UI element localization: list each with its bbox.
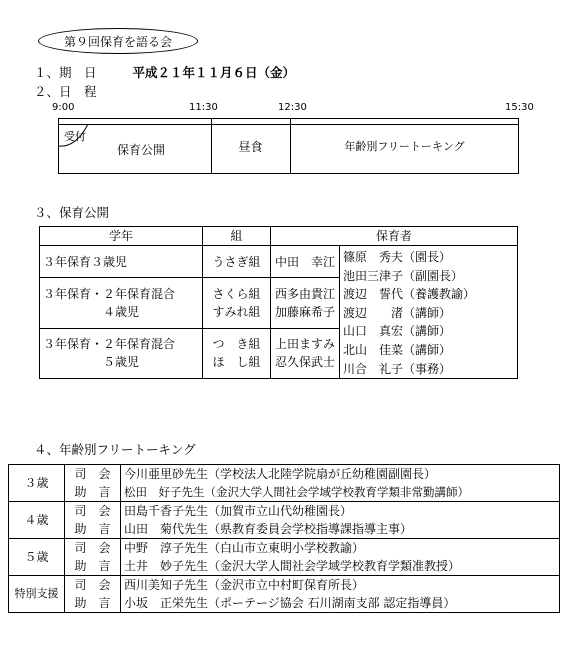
open-care-table [39, 226, 518, 379]
talk-roles [65, 576, 121, 613]
role-label: 司 会 [74, 467, 111, 481]
person-line: 今川亜里砂先生（学校法人北陸学院扇が丘幼稚園副園長） [124, 467, 437, 481]
staff-item: 渡辺 渚（講師） [343, 305, 452, 320]
talk-people [121, 576, 560, 613]
time-label: 15:30 [505, 102, 534, 113]
staff-item: 渡辺 誓代（養護教諭） [343, 287, 476, 302]
time-label: 9:00 [52, 102, 75, 113]
staff-item: 北山 佳菜（講師） [343, 342, 452, 357]
class-line: すみれ組 [212, 304, 261, 319]
role-label: 司 会 [74, 578, 111, 592]
talk-row [9, 539, 560, 576]
role-label: 助 言 [74, 596, 111, 610]
talk-row [9, 465, 560, 502]
talk-people [121, 465, 560, 502]
role-label: 助 言 [74, 522, 111, 536]
grade-cell: ３年保育３歳児 [40, 246, 203, 278]
class-cell [203, 328, 271, 378]
time-label: 12:30 [278, 102, 307, 113]
talk-roles [65, 539, 121, 576]
staff-item: 篠原 秀夫（園長） [343, 250, 452, 264]
role-label: 司 会 [74, 504, 111, 518]
talk-row [9, 576, 560, 613]
table-header-row [40, 227, 518, 246]
role-label: 司 会 [74, 541, 111, 555]
teacher-line: 忍久保武士 [274, 355, 335, 370]
talk-heading: ４、年齢別フリートーキング [34, 442, 196, 457]
free-talk-table [8, 464, 560, 613]
talk-group: ４歳 [9, 502, 65, 539]
grade-line: ３年保育・２年保育混合 [43, 337, 176, 352]
talk-group: 特別支援 [9, 576, 65, 613]
date-value: 平成２１年１１月６日（金） [132, 65, 295, 80]
person-line: 土井 妙子先生（金沢大学人間社会学域学校教育学類准教授） [124, 559, 461, 573]
person-line: 松田 好子先生（金沢大学人間社会学域学校教育学類非常勤講師） [124, 485, 469, 499]
person-line: 山田 菊代先生（県教育委員会学校指導課指導主事） [124, 522, 413, 536]
event-title: 第９回保育を語る会 [38, 28, 198, 54]
block-lunch: 昼食 [238, 139, 263, 154]
teacher-line: 加藤麻希子 [274, 304, 335, 319]
grade-cell [40, 278, 203, 328]
person-line: 小坂 正栄先生（ポーテージ協会 石川湖南支部 認定指導員） [124, 596, 456, 610]
role-label: 助 言 [74, 559, 111, 573]
person-line: 田島千香子先生（加賀市立山代幼稚園長） [124, 504, 353, 518]
talk-roles [65, 465, 121, 502]
teacher-line: 西多由貴江 [274, 286, 335, 301]
teacher-cell [271, 328, 340, 378]
staff-list [340, 246, 518, 379]
block-free-talk: 年齢別フリートーキング [344, 140, 465, 153]
grade-line: ３年保育・２年保育混合 [43, 286, 176, 301]
class-cell: うさぎ組 [203, 246, 271, 278]
header-teachers: 保育者 [271, 227, 518, 246]
block-open-care: 保育公開 [116, 142, 165, 157]
person-line: 中野 淳子先生（白山市立東明小学校教諭） [124, 541, 365, 555]
class-line: ほ し組 [212, 355, 261, 370]
person-line: 西川美知子先生（金沢市立中村町保育所長） [124, 578, 365, 592]
teacher-cell [271, 278, 340, 328]
talk-row [9, 502, 560, 539]
staff-item: 川合 礼子（事務） [343, 361, 452, 376]
open-heading: ３、保育公開 [34, 205, 110, 220]
table-row [40, 246, 518, 278]
talk-roles [65, 502, 121, 539]
grade-line: ４歳児 [102, 304, 139, 319]
time-label: 11:30 [189, 102, 218, 113]
header-class: 組 [203, 227, 271, 246]
talk-people [121, 502, 560, 539]
date-line [34, 63, 295, 81]
teacher-line: 上田ますみ [274, 337, 335, 352]
talk-group: ３歳 [9, 465, 65, 502]
talk-group: ５歳 [9, 539, 65, 576]
class-cell [203, 278, 271, 328]
role-label: 助 言 [74, 485, 111, 499]
grade-cell [40, 328, 203, 378]
header-grade: 学年 [40, 227, 203, 246]
class-line: さくら組 [212, 286, 261, 301]
talk-people [121, 539, 560, 576]
timeline-axis [58, 118, 519, 119]
teacher-cell: 中田 幸江 [271, 246, 340, 278]
grade-line: ５歳児 [102, 355, 139, 370]
class-line: つ き組 [212, 337, 261, 352]
staff-item: 池田三津子（副園長） [343, 268, 464, 283]
reception-label: 受付 [64, 130, 86, 143]
date-label: １、期 日 [34, 65, 97, 80]
schedule-heading: ２、日 程 [34, 84, 97, 99]
staff-item: 山口 真宏（講師） [343, 324, 452, 339]
